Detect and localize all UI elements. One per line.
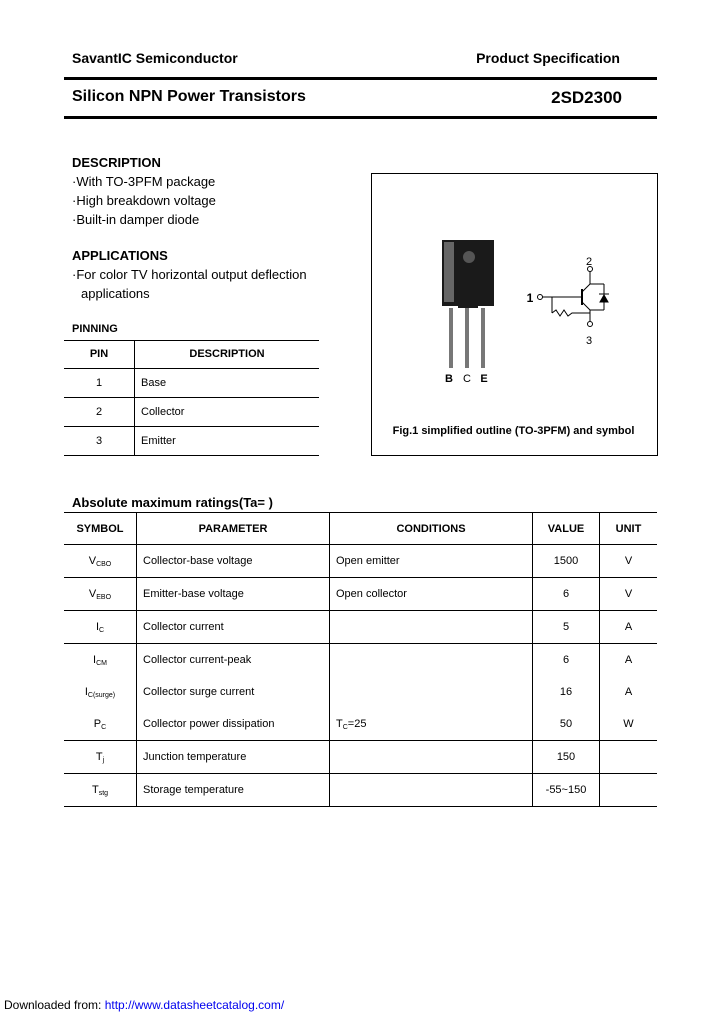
company-name: SavantIC Semiconductor	[72, 50, 238, 66]
pinning-table	[64, 340, 319, 456]
parameter-cell: Storage temperature	[137, 774, 330, 807]
value-cell: 5	[533, 611, 600, 644]
applications-line-1: ·For color TV horizontal output deflection	[72, 267, 307, 282]
description-heading: DESCRIPTION	[72, 155, 161, 170]
pin-label-e: E	[480, 373, 488, 385]
parameter-cell: Collector current	[137, 611, 330, 644]
col-parameter: PARAMETER	[137, 513, 330, 545]
value-cell: 50	[533, 708, 600, 741]
conditions-cell	[330, 741, 533, 774]
table-row	[64, 369, 319, 398]
pinning-header-row	[64, 340, 319, 369]
symbol-cell: $I_C$	[64, 611, 137, 644]
table-row	[64, 398, 319, 427]
ratings-table	[64, 512, 657, 807]
spec-label: Product Specification	[476, 50, 620, 66]
table-row	[64, 427, 319, 456]
footer-link[interactable]: http://www.datasheetcatalog.com/	[104, 998, 285, 1012]
col-symbol: SYMBOL	[64, 513, 137, 545]
symbol-cell: $T_j$	[64, 741, 137, 774]
symbol-cell: $V_{EBO}$	[64, 578, 137, 611]
header-rule-bottom	[64, 116, 657, 119]
value-cell: 6	[533, 644, 600, 677]
parameter-cell: Collector power dissipation	[137, 708, 330, 741]
table-row	[64, 741, 657, 774]
applications-item	[72, 265, 307, 303]
pin-description: Emitter	[135, 427, 320, 456]
table-row	[64, 676, 657, 708]
symbol-label-emitter: 3	[585, 335, 593, 347]
pin-number: 2	[64, 398, 135, 427]
page-title: Silicon NPN Power Transistors	[72, 88, 306, 105]
unit-cell: A	[624, 654, 633, 666]
parameter-cell: Collector-base voltage	[137, 545, 330, 578]
description-item: ·High breakdown voltage	[72, 193, 216, 208]
unit-cell	[600, 741, 658, 774]
footer-label: Downloaded from:	[4, 998, 105, 1012]
unit-cell: A	[624, 686, 633, 698]
conditions-cell	[330, 644, 533, 677]
symbol-label-collector: 2	[585, 256, 593, 268]
header-rule-top	[64, 77, 657, 80]
parameter-cell: Emitter-base voltage	[137, 578, 330, 611]
parameter-cell: Junction temperature	[137, 741, 330, 774]
npn-transistor-symbol-icon	[538, 267, 610, 327]
conditions-cell	[330, 676, 533, 708]
value-cell: 16	[533, 676, 600, 708]
col-value: VALUE	[533, 513, 600, 545]
parameter-cell: Collector current-peak	[137, 644, 330, 677]
col-unit: UNIT	[600, 513, 658, 545]
package-outline-figure	[372, 174, 657, 455]
applications-line-2: applications	[81, 286, 150, 301]
conditions-cell	[330, 774, 533, 807]
unit-cell: V	[600, 578, 658, 611]
unit-cell	[600, 774, 658, 807]
pin-description: Base	[135, 369, 320, 398]
pin-label-c: C	[463, 373, 471, 385]
ratings-title: Absolute maximum ratings(Ta= )	[72, 495, 273, 510]
unit-cell: V	[600, 545, 658, 578]
symbol-cell: $V_{CBO}$	[64, 545, 137, 578]
parameter-cell: Collector surge current	[137, 676, 330, 708]
col-conditions: CONDITIONS	[330, 513, 533, 545]
unit-cell: W	[600, 708, 658, 741]
description-list	[72, 172, 216, 229]
value-cell: 6	[533, 578, 600, 611]
table-row	[64, 545, 657, 578]
conditions-cell: Open collector	[330, 578, 533, 611]
symbol-cell: $T_{stg}$	[64, 774, 137, 807]
table-row	[64, 774, 657, 807]
pinning-col-desc: DESCRIPTION	[135, 340, 320, 369]
pin-number: 1	[64, 369, 135, 398]
value-cell: 1500	[533, 545, 600, 578]
footer	[4, 998, 284, 1012]
symbol-cell: $I_{C(surge)}$	[64, 676, 137, 708]
figure-caption: Fig.1 simplified outline (TO-3PFM) and symbol	[392, 425, 635, 437]
to3pfm-package-icon	[442, 240, 494, 368]
part-number: 2SD2300	[551, 88, 622, 107]
pin-number: 3	[64, 427, 135, 456]
conditions-cell: $T_C=25$	[330, 708, 533, 741]
symbol-label-base: 1	[526, 291, 534, 305]
pinning-heading: PINNING	[72, 323, 118, 335]
value-cell: -55~150	[533, 774, 600, 807]
description-item: ·With TO-3PFM package	[72, 174, 216, 189]
table-row	[64, 644, 657, 677]
conditions-cell	[330, 611, 533, 644]
pin-label-b: B	[445, 373, 453, 385]
symbol-cell: $I_{CM}$	[64, 644, 137, 677]
figure-box	[371, 173, 658, 456]
ratings-header-row	[64, 513, 657, 545]
table-row	[64, 611, 657, 644]
table-row	[64, 708, 657, 741]
conditions-cell: Open emitter	[330, 545, 533, 578]
value-cell: 150	[533, 741, 600, 774]
pinning-col-pin: PIN	[64, 340, 135, 369]
pin-description: Collector	[135, 398, 320, 427]
unit-cell: A	[600, 611, 658, 644]
description-item: ·Built-in damper diode	[72, 212, 200, 227]
table-row	[64, 578, 657, 611]
applications-heading: APPLICATIONS	[72, 248, 168, 263]
symbol-cell: $P_C$	[64, 708, 137, 741]
